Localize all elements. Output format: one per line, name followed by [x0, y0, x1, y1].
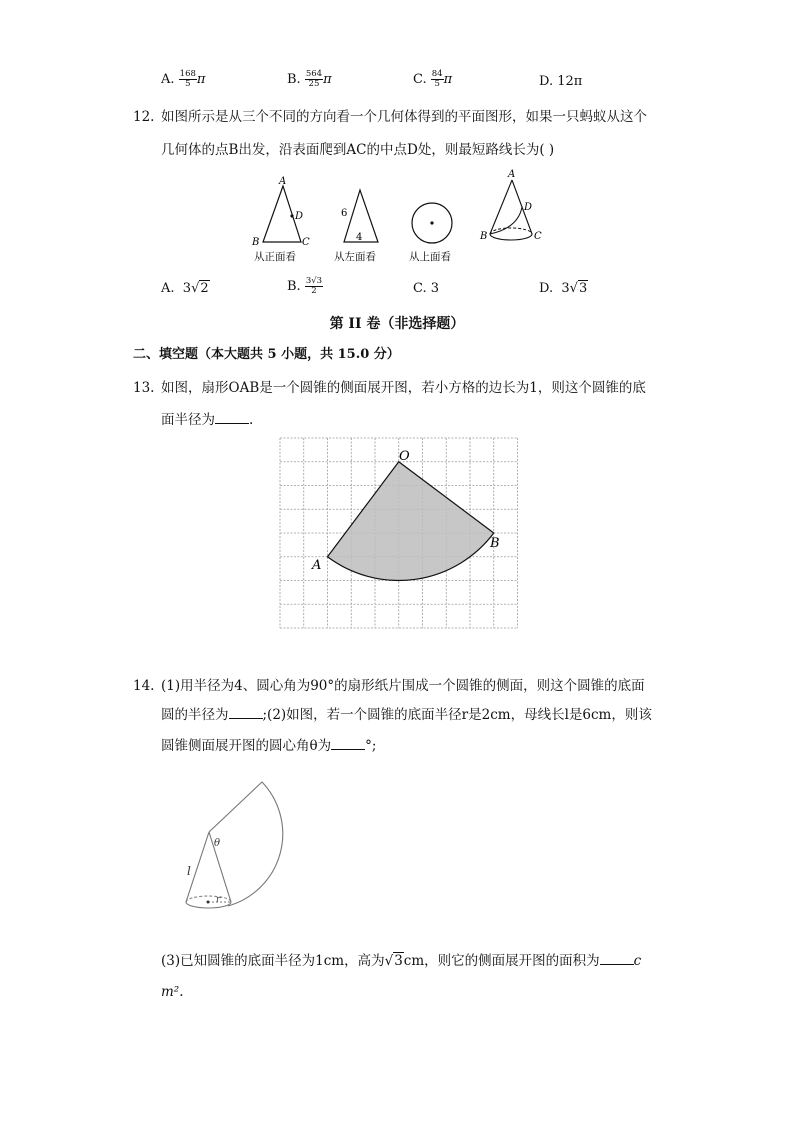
q13-text-line2: 面半径为 .: [161, 412, 254, 428]
label-a: A: [312, 558, 322, 573]
cone-left-edge: [490, 180, 512, 234]
point-d-dot: [290, 214, 293, 217]
section-title: 第 II 卷（非选择题）: [329, 316, 465, 332]
shaded-sector: [328, 462, 494, 581]
q13-text-line1: 如图，扇形OAB是一个圆锥的侧面展开图，若小方格的边长为1，则这个圆锥的底: [161, 380, 646, 396]
label-c-front: C: [302, 237, 310, 248]
q12-cone-figure: [478, 166, 548, 246]
label-d-cone: D: [524, 202, 533, 213]
q12-option-d: D. 3√3: [539, 281, 588, 296]
q14-blank-3: [600, 951, 634, 965]
q14-blank-1: [229, 705, 263, 719]
section-part-heading: 二、填空题（本大题共 5 小题，共 15.0 分）: [133, 347, 400, 362]
q14-text-line3: 圆锥侧面展开图的圆心角θ为 °;: [161, 738, 377, 754]
label-b-front: B: [252, 237, 260, 248]
q14-text-line1: (1)用半径为4、圆心角为90°的扇形纸片围成一个圆锥的侧面，则这个圆锥的底面: [161, 678, 645, 694]
q14-cone-unfold-figure: [170, 776, 310, 926]
q13-number: 13.: [133, 380, 155, 396]
label-o: O: [399, 449, 410, 464]
front-view-caption: 从正面看: [254, 251, 296, 263]
left-view-side-label: 6: [341, 208, 348, 219]
q14-number: 14.: [133, 678, 155, 694]
q12-text-line1: 如图所示是从三个不同的方向看一个几何体得到的平面图形，如果一只蚂蚁从这个: [161, 109, 647, 125]
q12-three-views-figure: [245, 168, 488, 268]
label-theta: θ: [214, 838, 221, 849]
q12-number: 12.: [133, 109, 155, 125]
q11-option-d: D. 12π: [539, 74, 583, 89]
q13-answer-blank: [215, 410, 249, 424]
q12-option-c: C. 3: [413, 281, 440, 296]
q12-option-a: A. 3√2: [161, 281, 209, 296]
q14-text-line2: 圆的半径为 ;(2)如图，若一个圆锥的底面半径r是2cm，母线长l是6cm，则该: [161, 707, 652, 723]
q14-blank-2: [331, 736, 365, 750]
q12-option-b: B. $\frac{3√3}{2}$: [287, 276, 323, 296]
label-b: B: [490, 536, 500, 551]
label-b-cone: B: [480, 231, 488, 242]
q13-sector-grid-figure: [270, 432, 532, 634]
cone-base-front: [490, 234, 532, 240]
top-view-center-dot: [430, 221, 433, 224]
left-view-base-label: 4: [356, 232, 363, 243]
cone-base-back: [490, 228, 532, 234]
q14-text-line4: (3)已知圆锥的底面半径为1cm，高为√3cm，则它的侧面展开图的面积为 c: [161, 953, 642, 969]
q11-option-b: B. $\frac{564}{25}$ π: [287, 69, 332, 89]
base-center-dot: [207, 901, 210, 904]
left-view-caption: 从左面看: [334, 251, 376, 263]
q12-text-line2: 几何体的点B出发，沿表面爬到AC的中点D处，则最短路线长为( ): [161, 142, 555, 158]
q11-option-a: A. $\frac{168}{5}$ π: [161, 69, 206, 89]
q14-text-line5: m².: [161, 984, 184, 1000]
label-a-front: A: [279, 176, 287, 187]
top-view-caption: 从上面看: [409, 251, 451, 263]
label-r: r: [216, 895, 221, 905]
label-c-cone: C: [534, 231, 542, 242]
label-l: l: [187, 864, 191, 878]
q11-option-c: C. $\frac{84}{5}$ π: [413, 69, 453, 89]
sector-outline: [209, 782, 283, 906]
label-a-cone: A: [508, 169, 516, 180]
label-d-front: D: [295, 211, 304, 222]
